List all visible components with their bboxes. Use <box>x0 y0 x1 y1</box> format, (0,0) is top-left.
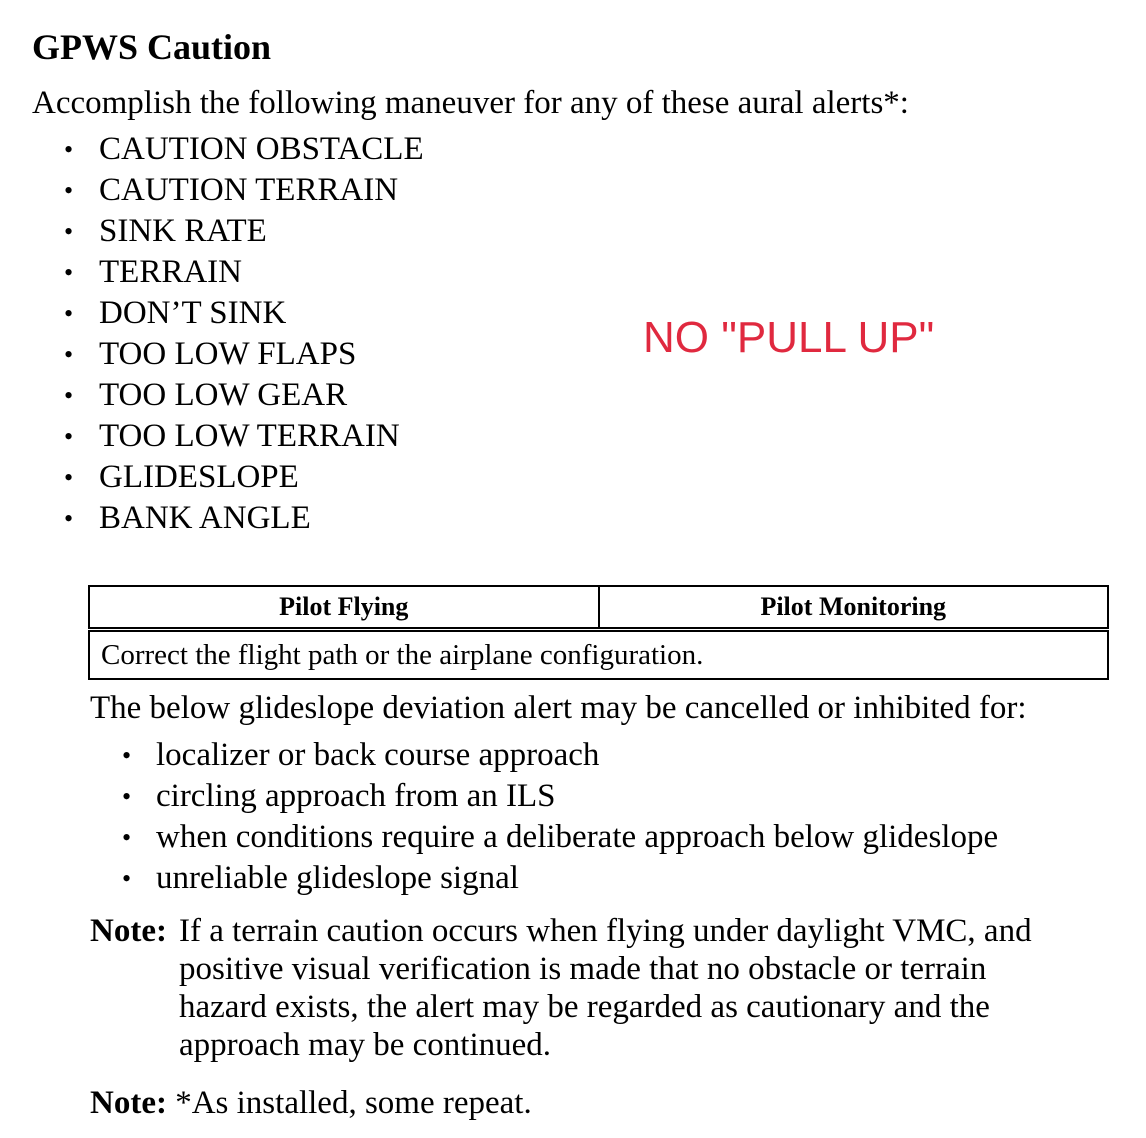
bullet-icon: • <box>122 782 132 811</box>
alert-label: TOO LOW TERRAIN <box>99 418 400 454</box>
table-header-row <box>89 586 1108 630</box>
note-line: approach may be continued. <box>179 1027 552 1063</box>
alert-label: DON’T SINK <box>99 295 287 331</box>
bullet-icon: • <box>64 217 74 246</box>
table-row <box>89 630 1108 680</box>
inhibit-item-label: circling approach from an ILS <box>156 778 556 814</box>
bullet-icon: • <box>64 504 74 533</box>
alert-label: TOO LOW GEAR <box>99 377 348 413</box>
bullet-icon: • <box>64 258 74 287</box>
bullet-icon: • <box>122 864 132 893</box>
page-title: GPWS Caution <box>32 27 272 67</box>
list-item <box>0 457 424 498</box>
alert-label: CAUTION TERRAIN <box>99 172 399 208</box>
inhibit-list <box>0 735 998 899</box>
inhibit-item-label: when conditions require a deliberate approach below glideslope <box>156 819 999 855</box>
list-item <box>0 416 424 457</box>
note-text: *As installed, some repeat. <box>175 1085 532 1121</box>
inhibit-item-label: unreliable glideslope signal <box>156 860 519 896</box>
bullet-icon: • <box>64 463 74 492</box>
note-line: hazard exists, the alert may be regarded as cautionary and the <box>179 989 990 1025</box>
action-table <box>88 585 1109 680</box>
no-pull-up-annotation: NO "PULL UP" <box>643 313 935 362</box>
list-item <box>0 498 424 539</box>
list-item <box>0 858 998 899</box>
alert-label: TERRAIN <box>99 254 242 290</box>
alert-label: CAUTION OBSTACLE <box>99 131 424 167</box>
pilot-flying-header: Pilot Flying <box>89 586 599 630</box>
bullet-icon: • <box>64 135 74 164</box>
list-item <box>0 334 424 375</box>
alert-label: BANK ANGLE <box>99 500 311 536</box>
list-item <box>0 170 424 211</box>
list-item <box>0 211 424 252</box>
list-item <box>0 293 424 334</box>
bullet-icon: • <box>64 340 74 369</box>
list-item <box>0 129 424 170</box>
bullet-icon: • <box>64 422 74 451</box>
note-line: positive visual verification is made that no obstacle or terrain <box>179 951 987 987</box>
bullet-icon: • <box>64 381 74 410</box>
list-item <box>0 776 998 817</box>
action-cell: Correct the flight path or the airplane configuration. <box>101 638 704 671</box>
list-item <box>0 375 424 416</box>
terrain-caution-note <box>90 912 1110 1064</box>
installed-note <box>90 1084 532 1122</box>
note-label: Note: <box>90 1085 167 1121</box>
bullet-icon: • <box>64 299 74 328</box>
alert-label: GLIDESLOPE <box>99 459 299 495</box>
alert-label: TOO LOW FLAPS <box>99 336 357 372</box>
bullet-icon: • <box>64 176 74 205</box>
intro-text: Accomplish the following maneuver for any of these aural alerts*: <box>32 85 909 121</box>
aural-alert-list <box>0 129 424 539</box>
bullet-icon: • <box>122 741 132 770</box>
pilot-monitoring-header: Pilot Monitoring <box>599 586 1109 630</box>
bullet-icon: • <box>122 823 132 852</box>
inhibit-intro-text: The below glideslope deviation alert may be cancelled or inhibited for: <box>90 690 1027 726</box>
note-body <box>179 912 1110 1064</box>
list-item <box>0 817 998 858</box>
alert-label: SINK RATE <box>99 213 267 249</box>
note-line: If a terrain caution occurs when flying under daylight VMC, and <box>179 913 1032 949</box>
list-item <box>0 252 424 293</box>
list-item <box>0 735 998 776</box>
inhibit-item-label: localizer or back course approach <box>156 737 600 773</box>
note-label: Note: <box>90 913 167 949</box>
